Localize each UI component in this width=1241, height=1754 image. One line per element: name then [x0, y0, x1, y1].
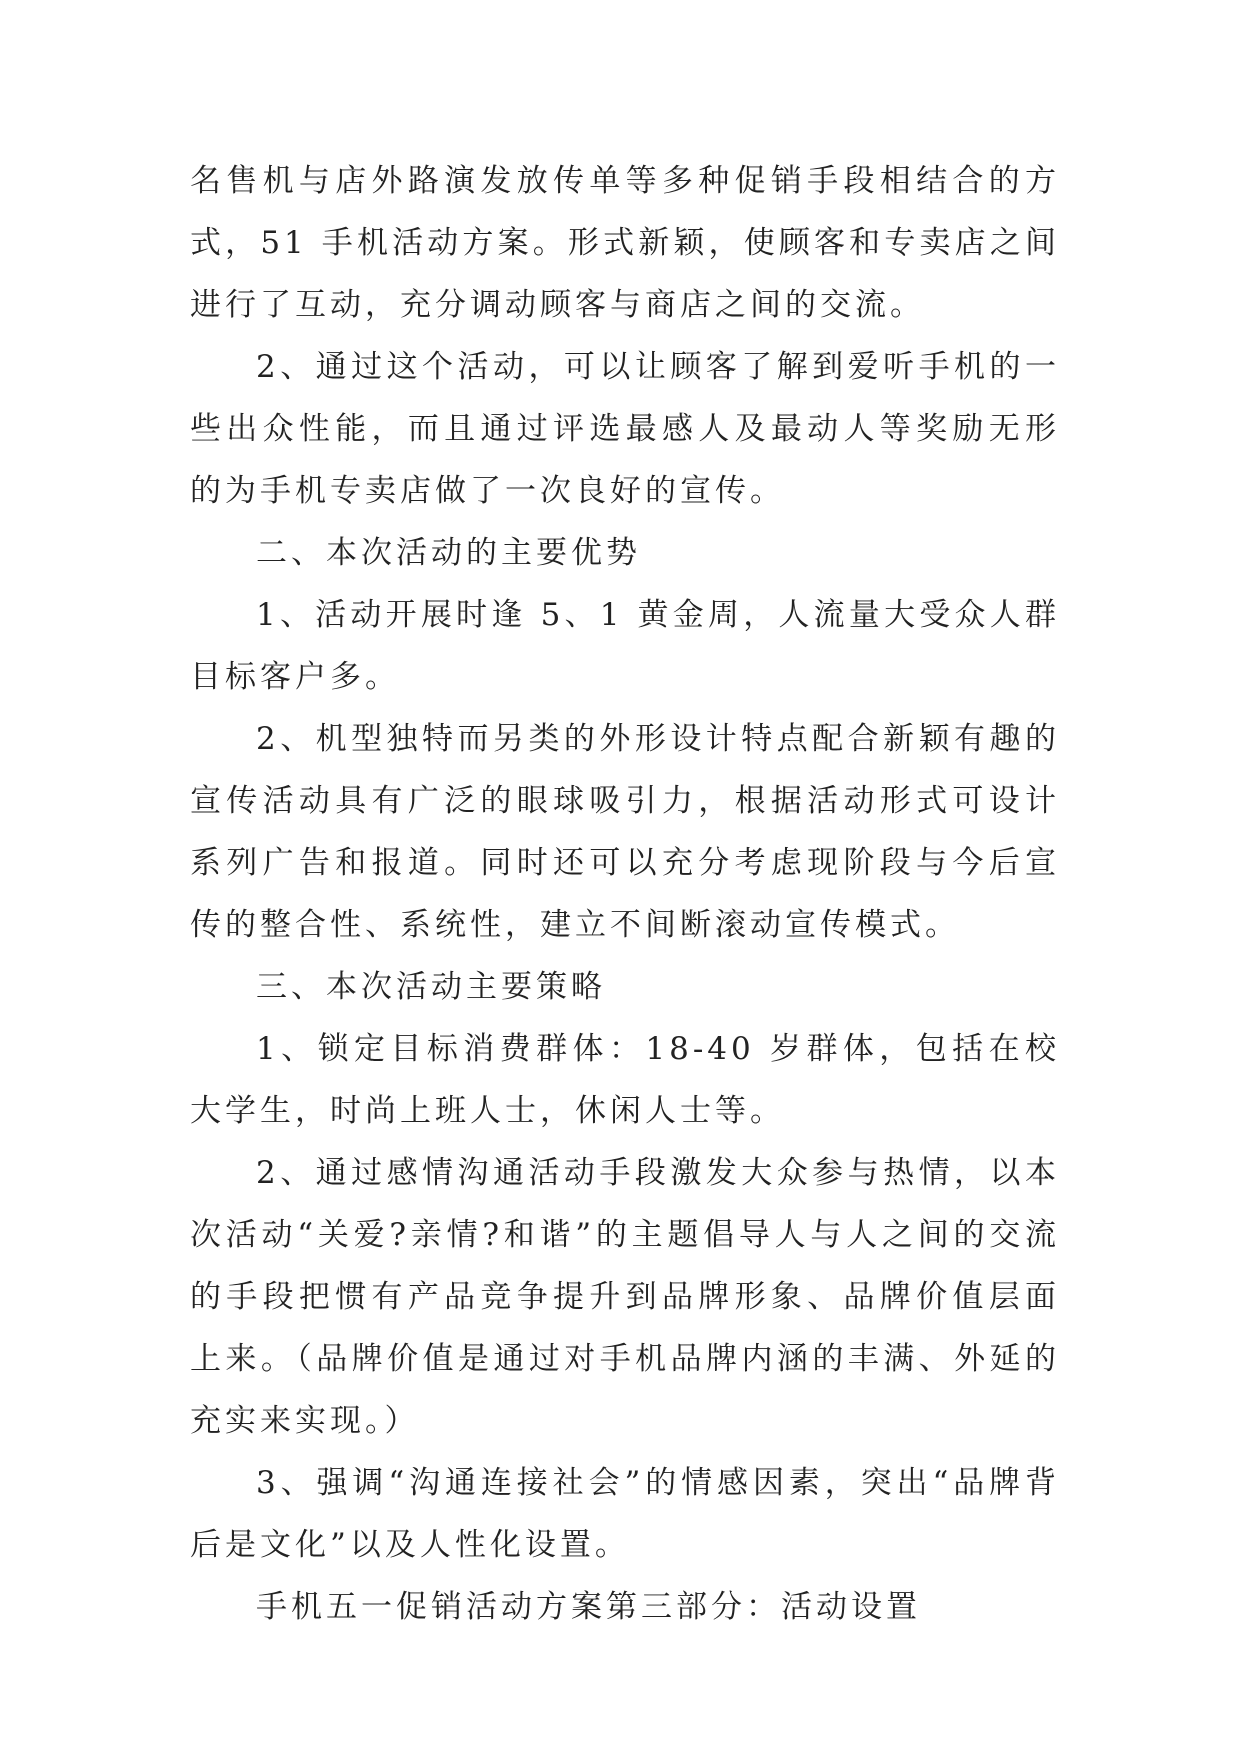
section-heading-part-three: 手机五一促销活动方案第三部分：活动设置 [256, 1589, 921, 1625]
paragraph-advantage-2: 2、机型独特而另类的外形设计特点配合新颖有趣的宣传活动具有广泛的眼球吸引力，根据活动形式可设计系列广告和报道。同时还可以充分考虑现阶段与今后宣传的整合性、系统性，建立不间断滚动宣传模式。 [190, 721, 1060, 943]
paragraph-point-2: 2、通过这个活动，可以让顾客了解到爱听手机的一些出众性能，而且通过评选最感人及最动人等奖励无形的为手机专卖店做了一次良好的宣传。 [190, 349, 1060, 509]
paragraph-continuation: 名售机与店外路演发放传单等多种促销手段相结合的方式，51 手机活动方案。形式新颖，使顾客和专卖店之间进行了互动，充分调动顾客与商店之间的交流。 [190, 163, 1060, 323]
document-body [190, 150, 1060, 1638]
paragraph-strategy-3: 3、强调“沟通连接社会”的情感因素，突出“品牌背后是文化”以及人性化设置。 [190, 1465, 1060, 1563]
section-heading-advantages: 二、本次活动的主要优势 [256, 535, 641, 571]
paragraph-strategy-1: 1、锁定目标消费群体：18-40 岁群体，包括在校大学生，时尚上班人士，休闲人士等。 [190, 1031, 1060, 1129]
section-heading-strategy: 三、本次活动主要策略 [256, 969, 606, 1005]
paragraph-advantage-1: 1、活动开展时逢 5、1 黄金周，人流量大受众人群目标客户多。 [190, 597, 1060, 695]
paragraph-strategy-2: 2、通过感情沟通活动手段激发大众参与热情，以本次活动“关爱?亲情?和谐”的主题倡导人与人之间的交流的手段把惯有产品竞争提升到品牌形象、品牌价值层面上来。（品牌价值是通过对手机品牌内涵的丰满、外延的充实来实现。） [190, 1155, 1060, 1439]
